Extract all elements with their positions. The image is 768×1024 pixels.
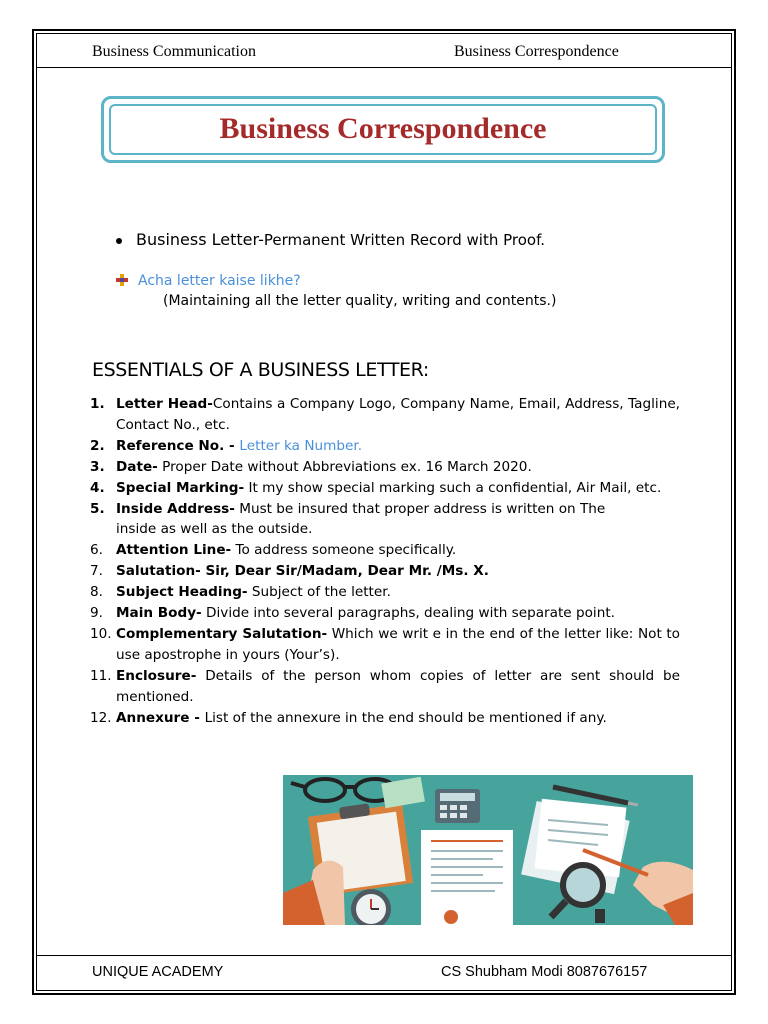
title-box xyxy=(101,96,665,163)
list-item: 5. Inside Address- Must be insured that proper address is written on The inside as well as the outside. xyxy=(90,500,606,538)
footer-left: UNIQUE ACADEMY xyxy=(92,964,224,980)
usb-icon xyxy=(595,909,605,923)
list-item: 10. Complementary Salutation- Which we writ e in the end of the letter like: Not to use apostrophe in yours (Your’s). xyxy=(90,625,680,663)
note-detail: (Maintaining all the letter quality, writing and contents.) xyxy=(163,293,557,309)
list-item: 9. Main Body- Divide into several paragraphs, dealing with separate point. xyxy=(90,605,615,622)
essentials-list xyxy=(90,394,680,729)
note-question xyxy=(116,273,301,289)
list-item: 2. Reference No. - Letter ka Number. xyxy=(90,437,363,454)
bullet-label: Business Letter- xyxy=(136,230,264,249)
plus-bullet-icon xyxy=(116,274,128,286)
header-left: Business Communication xyxy=(92,43,256,60)
essentials-heading: ESSENTIALS OF A BUSINESS LETTER: xyxy=(92,359,429,381)
bullet-icon xyxy=(116,238,122,244)
business-letter-bullet xyxy=(116,230,545,249)
note-question-text: Acha letter kaise likhe? xyxy=(138,273,301,289)
list-item: 1. Letter Head-Contains a Company Logo, Company Name, Email, Address, Tagline, Contact No., etc. xyxy=(90,396,680,433)
document-icon xyxy=(421,830,513,925)
calculator-icon xyxy=(435,789,480,823)
list-item: 12. Annexure - List of the annexure in the end should be mentioned if any. xyxy=(90,709,607,726)
page-title: Business Correspondence xyxy=(219,112,547,145)
list-item: 6. Attention Line- To address someone specifically. xyxy=(90,542,457,559)
bullet-text: Permanent Written Record with Proof. xyxy=(263,231,546,249)
list-item: 11. Enclosure- Details of the person whom copies of letter are sent should be mentioned. xyxy=(90,667,680,705)
header-right: Business Correspondence xyxy=(454,43,619,60)
footer-divider xyxy=(36,955,732,956)
list-item: 3. Date- Proper Date without Abbreviations ex. 16 March 2020. xyxy=(90,458,532,475)
business-letter-illustration xyxy=(283,775,693,925)
list-item: 7. Salutation- Sir, Dear Sir/Madam, Dear Mr. /Ms. X. xyxy=(90,563,489,580)
list-item: 8. Subject Heading- Subject of the letter. xyxy=(90,584,391,601)
header-divider xyxy=(36,67,732,68)
list-item: 4. Special Marking- It my show special marking such a confidential, Air Mail, etc. xyxy=(90,479,662,496)
footer-right: CS Shubham Modi 8087676157 xyxy=(441,964,648,980)
